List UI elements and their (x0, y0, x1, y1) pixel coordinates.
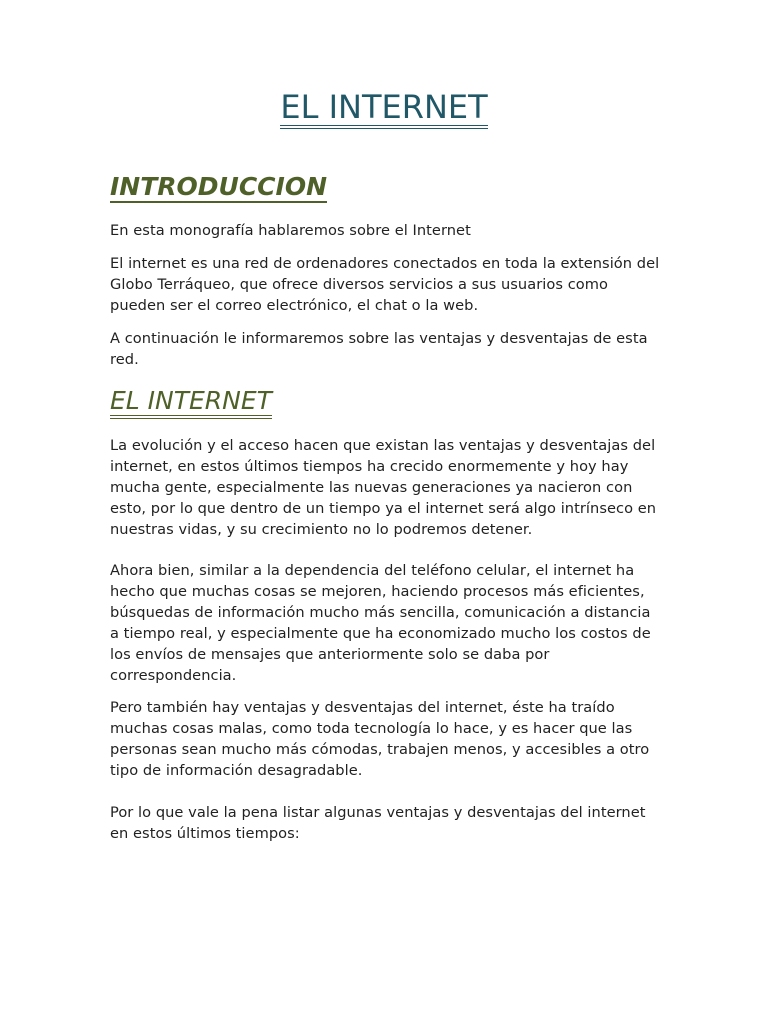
paragraph: Pero también hay ventajas y desventajas del internet, éste ha traído muchas cosas malas, como toda tecnología lo hace, y es hacer que las personas sean mucho más cómodas, trabajen menos, y accesibles a otro tipo de información desagradable. (110, 699, 650, 779)
paragraph: A continuación le informaremos sobre las ventajas y desventajas de esta red. (110, 330, 648, 368)
paragraph: El internet es una red de ordenadores conectados en toda la extensión del Globo Terráqueo, que ofrece diversos servicios a sus usuarios como pueden ser el correo electrónico, el chat o la web. (110, 255, 660, 314)
document-title (0, 86, 768, 129)
section-heading-introduccion (110, 170, 327, 204)
paragraph: La evolución y el acceso hacen que existan las ventajas y desventajas del internet, en estos últimos tiempos ha crecido enormemente y hoy hay mucha gente, especialmente las nuevas generaciones ya nacieron con esto, por lo que dentro de un tiempo ya el internet será algo intrínseco en nuestras vidas, y su crecimiento no lo podremos detener. (110, 437, 657, 538)
paragraph: En esta monografía hablaremos sobre el Internet (110, 222, 471, 239)
section-heading-el-internet-text: EL INTERNET (110, 387, 272, 419)
paragraph: Ahora bien, similar a la dependencia del teléfono celular, el internet ha hecho que muchas cosas se mejoren, haciendo procesos más eficientes, búsquedas de información mucho más sencilla, comunicación a distancia a tiempo real, y especialmente que ha economizado mucho los costos de los envíos de mensajes que anteriormente solo se daba por correspondencia. (110, 562, 651, 684)
document-title-text: EL INTERNET (280, 89, 487, 129)
section-heading-introduccion-text: INTRODUCCION (110, 172, 328, 201)
paragraph: Por lo que vale la pena listar algunas ventajas y desventajas del internet en estos últimos tiempos: (110, 804, 646, 842)
section-heading-el-internet (110, 384, 272, 419)
